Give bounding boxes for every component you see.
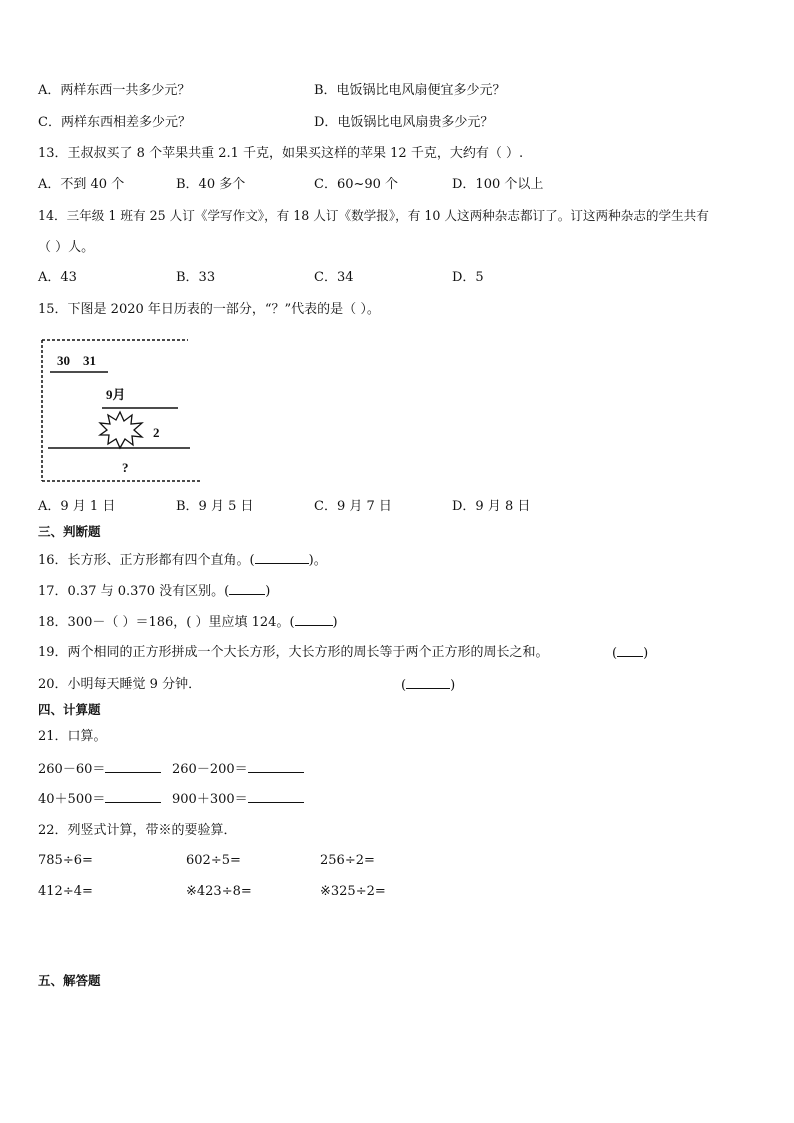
q16-line [38, 551, 327, 570]
q18-line [38, 613, 338, 632]
q19-answer-blank[interactable] [617, 644, 643, 657]
q21-expr-3-text: 40＋500＝ [38, 792, 106, 807]
q12-option-a: A．两样东西一共多少元？ [38, 83, 191, 98]
q21-expr-2-text: 260－200＝ [172, 762, 248, 777]
q15-option-a: A．9 月 1 日 [38, 499, 116, 514]
q22-expr-3: 256÷2= [320, 853, 375, 868]
q19-answer [612, 644, 648, 663]
q21-expr-2-blank[interactable] [248, 760, 304, 773]
q12-option-d: D．电饭锅比电风扇贵多少元？ [314, 115, 494, 130]
q16-close: )。 [308, 553, 327, 568]
q15-option-b: B．9 月 5 日 [176, 499, 254, 514]
q22-expr-5: ※423÷8= [186, 884, 252, 899]
q21-expr-1-text: 260－60＝ [38, 762, 106, 777]
q18-close: ) [332, 615, 338, 630]
q18-answer-blank[interactable] [295, 613, 333, 626]
q15-stem: 15．下图是 2020 年日历表的一部分，“？”代表的是（ ）。 [38, 302, 380, 317]
q15-option-d: D．9 月 8 日 [452, 499, 531, 514]
calendar-question-mark: ? [122, 460, 129, 475]
q15-option-c: C．9 月 7 日 [314, 499, 392, 514]
q21-expr-4-text: 900＋300＝ [172, 792, 248, 807]
q22-expr-2: 602÷5= [186, 853, 241, 868]
q19-open: ( [612, 646, 618, 661]
q22-expr-4: 412÷4= [38, 884, 93, 899]
q20-open: ( [401, 678, 407, 693]
q14-option-a: A．43 [38, 270, 77, 285]
q13-option-d: D．100 个以上 [452, 177, 544, 192]
q13-option-a: A．不到 40 个 [38, 177, 125, 192]
q21-expr-4-blank[interactable] [248, 790, 304, 803]
q21-expr-3 [38, 790, 161, 809]
q12-option-b: B．电饭锅比电风扇便宜多少元？ [314, 83, 506, 98]
q20-close: ) [450, 678, 456, 693]
burst-sticker-icon [100, 412, 142, 448]
q17-answer-blank[interactable] [229, 582, 265, 595]
q18-text: 18．300－（ ）＝186，( ）里应填 124。( [38, 615, 295, 630]
q14-option-b: B．33 [176, 270, 216, 285]
q17-close: ) [265, 584, 271, 599]
calendar-month-label: 9月 [106, 387, 126, 402]
q21-stem: 21．口算。 [38, 729, 107, 744]
q21-expr-1 [38, 760, 161, 779]
calendar-right-number: 2 [153, 425, 160, 440]
q20-answer-blank[interactable] [406, 676, 450, 689]
q16-text: 16．长方形、正方形都有四个直角。( [38, 553, 255, 568]
q16-answer-blank[interactable] [255, 551, 309, 564]
section-title-solving: 五、解答题 [38, 973, 101, 988]
q14-stem-line1: 14．三年级 1 班有 25 人订《学写作文》，有 18 人订《数学报》，有 10 人这两种杂志都订了。订这两种杂志的学生共有 [38, 208, 709, 223]
q22-expr-6: ※325÷2= [320, 884, 386, 899]
q14-stem-line2: （ ）人。 [38, 240, 95, 255]
q17-line [38, 582, 270, 601]
q20-text: 20．小明每天睡觉 9 分钟． [38, 677, 202, 692]
q13-option-c: C．60~90 个 [314, 177, 399, 192]
q21-expr-1-blank[interactable] [105, 760, 161, 773]
q17-text: 17．0.37 与 0.370 没有区别。( [38, 584, 230, 599]
q21-expr-4 [172, 790, 304, 809]
section-title-judgement: 三、判断题 [38, 524, 101, 539]
q22-expr-1: 785÷6= [38, 853, 93, 868]
q19-close: ) [643, 646, 649, 661]
q13-stem: 13．王叔叔买了 8 个苹果共重 2.1 千克，如果买这样的苹果 12 千克，大约有（ ）. [38, 146, 524, 161]
q21-expr-2 [172, 760, 304, 779]
calendar-top-numbers: 30 31 [57, 353, 97, 368]
q20-answer [401, 676, 455, 695]
q14-option-d: D．5 [452, 270, 484, 285]
q22-stem: 22．列竖式计算，带※的要验算． [38, 823, 237, 838]
calendar-figure [36, 336, 206, 484]
q21-expr-3-blank[interactable] [105, 790, 161, 803]
q13-option-b: B．40 多个 [176, 177, 246, 192]
q12-option-c: C．两样东西相差多少元？ [38, 115, 191, 130]
section-title-calculation: 四、计算题 [38, 702, 101, 717]
q19-text: 19．两个相同的正方形拼成一个大长方形，大长方形的周长等于两个正方形的周长之和。 [38, 645, 549, 660]
q14-option-c: C．34 [314, 270, 354, 285]
